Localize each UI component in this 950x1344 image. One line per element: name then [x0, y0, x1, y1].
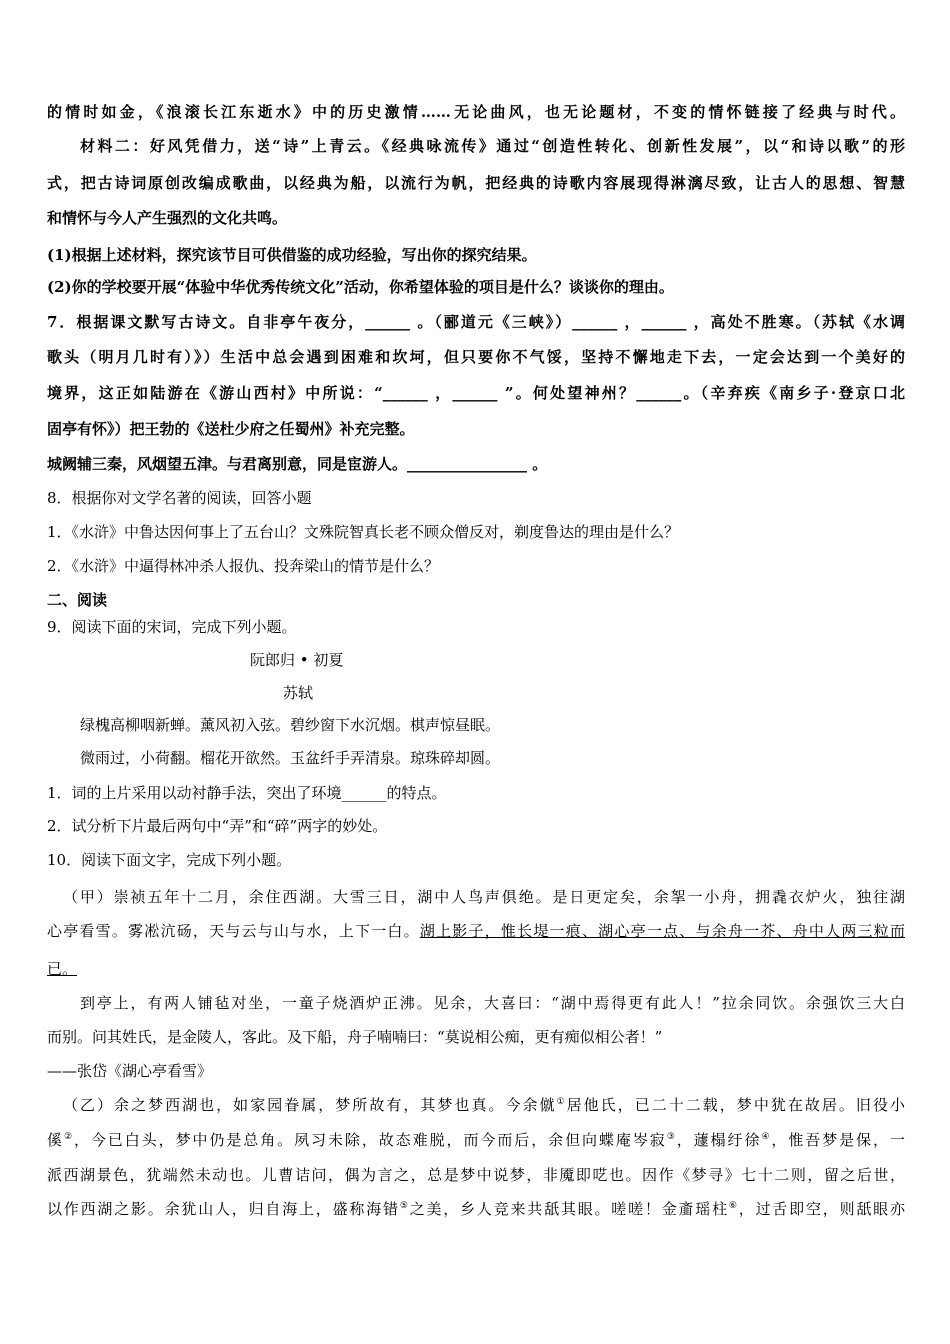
- passage-a-line: 而别。问其姓氏，是金陵人，客此。及下船，舟子喃喃曰：“莫说相公痴，更有痴似相公者！”: [47, 1028, 663, 1046]
- passage-a-line: （甲）崇祯五年十二月，余住西湖。大雪三日，湖中人鸟声俱绝。是日更定矣，余挐一小舟，拥毳衣炉火，独往湖: [63, 888, 905, 906]
- passage-b-line: 派西湖景色，犹端然未动也。儿曹诘问，偶为言之，总是梦中说梦，非魇即呓也。因作《梦寻》七十二则，留之后世，: [47, 1166, 905, 1184]
- passage-a-source: ——张岱《湖心亭看雪》: [47, 1062, 213, 1080]
- passage-text: 心亭看雪。雾凇沆砀，天与云与山与水，上下一白。: [47, 922, 420, 940]
- question-9-title: 9．阅读下面的宋词，完成下列小题。: [47, 618, 297, 636]
- passage-text: 傒: [47, 1131, 64, 1149]
- question-9-1: 1．词的上片采用以动衬静手法，突出了环境______的特点。: [47, 784, 447, 802]
- material-two-line: 材料二：好风凭借力，送“诗”上青云。《经典咏流传》通过“创造性转化、创新性发展”，以“和诗以歌”的形: [80, 137, 905, 155]
- question-8-1: 1．《水浒》中鲁达因何事上了五台山？文殊院智真长老不顾众僧反对，剃度鲁达的理由是什么？: [47, 523, 680, 541]
- question-7-line: 歌头（明月几时有）》）生活中总会遇到困难和坎坷，但只要你不气馁，坚持不懈地走下去，一定会达到一个美好的: [47, 348, 905, 366]
- underlined-sentence-end: 已。: [47, 960, 78, 978]
- material-line: 的情时如金，《浪滚长江东逝水》中的历史激情……无论曲风，也无论题材，不变的情怀链接了经典与时代。: [47, 103, 905, 121]
- underlined-sentence: 湖上影子，惟长堤一痕、湖心亭一点、与余舟一芥、舟中人两三粒而: [419, 922, 905, 940]
- poem-author: 苏轼: [283, 684, 314, 702]
- passage-text: ，过舌即空，则舐眼亦: [738, 1200, 905, 1218]
- material-two-line: 和情怀与今人产生强烈的文化共鸣。: [47, 209, 288, 227]
- passage-text: ，惟吾梦是保，一: [771, 1131, 905, 1149]
- passage-a-line: 到亭上，有两人铺毡对坐，一童子烧酒炉正沸。见余，大喜曰：“湖中焉得更有此人！”拉余同饮。余强饮三大白: [80, 994, 905, 1012]
- passage-b-line: [47, 1130, 905, 1150]
- question-7-line: 7．根据课文默写古诗文。自非亭午夜分，______ 。（郦道元《三峡》）______ ，______ ，高处不胜寒。（苏轼《水调: [47, 313, 905, 331]
- passage-text: 以作西湖之影。余犹山人，归自海上，盛称海错: [47, 1200, 400, 1218]
- footnote-mark: ②: [63, 1132, 74, 1142]
- question-6-2: (2)你的学校要开展“体验中华优秀传统文化”活动，你希望体验的项目是什么？谈谈你的理由。: [47, 278, 674, 296]
- footnote-mark: ⑥: [728, 1201, 739, 1211]
- question-7-line: 境界，这正如陆游在《游山西村》中所说：“______ ，______ ”。何处望神州？______。（辛弃疾《南乡子·登京口北: [47, 384, 905, 402]
- footnote-mark: ①: [556, 1097, 567, 1107]
- question-7-line: 固亭有怀》）把王勃的《送杜少府之任蜀州》补充完整。: [47, 420, 415, 438]
- poem-line: 绿槐高柳咽新蝉。薰风初入弦。碧纱窗下水沉烟。棋声惊昼眠。: [80, 716, 501, 734]
- footnote-mark: ③: [666, 1132, 677, 1142]
- question-8-2: 2．《水浒》中逼得林冲杀人报仇、投奔梁山的情节是什么？: [47, 557, 440, 575]
- footnote-mark: ⑤: [399, 1201, 410, 1211]
- material-two-line: 式，把古诗词原创改编成歌曲，以经典为船，以流行为帆，把经典的诗歌内容展现得淋漓尽致，让古人的思想、智慧: [47, 174, 905, 192]
- question-8-title: 8．根据你对文学名著的阅读，回答小题: [47, 489, 312, 507]
- passage-text: 之美，乡人竞来共舐其眼。嗟嗟！金齑瑶柱: [409, 1200, 729, 1218]
- poem-line: 微雨过，小荷翻。榴花开欲然。玉盆纤手弄清泉。琼珠碎却圆。: [80, 749, 501, 767]
- passage-a-line: [47, 921, 905, 941]
- passage-b-line: [63, 1095, 905, 1115]
- question-9-2: 2．试分析下片最后两句中“弄”和“碎”两字的妙处。: [47, 817, 388, 835]
- poem-title: 阮郎归 • 初夏: [250, 651, 344, 669]
- question-10-title: 10．阅读下面文字，完成下列小题。: [47, 851, 292, 869]
- passage-text: 居他氏，已二十二载，梦中犹在故居。旧役小: [566, 1096, 905, 1114]
- question-7-line: 城阙辅三秦，风烟望五津。与君离别意，同是宦游人。________________ 。: [47, 455, 548, 473]
- passage-text: （乙）余之梦西湖也，如家园眷属，梦所故有，其梦也真。今余僦: [63, 1096, 557, 1114]
- footnote-mark: ④: [761, 1132, 772, 1142]
- passage-text: ，蘧榻纡徐: [676, 1131, 762, 1149]
- passage-b-line: [47, 1199, 905, 1219]
- section-heading: 二、阅读: [47, 591, 108, 609]
- passage-text: ，今已白头，梦中仍是总角。夙习未除，故态难脱，而今而后，余但向蝶庵岑寂: [73, 1131, 667, 1149]
- question-6-1: (1)根据上述材料，探究该节目可供借鉴的成功经验，写出你的探究结果。: [47, 246, 537, 264]
